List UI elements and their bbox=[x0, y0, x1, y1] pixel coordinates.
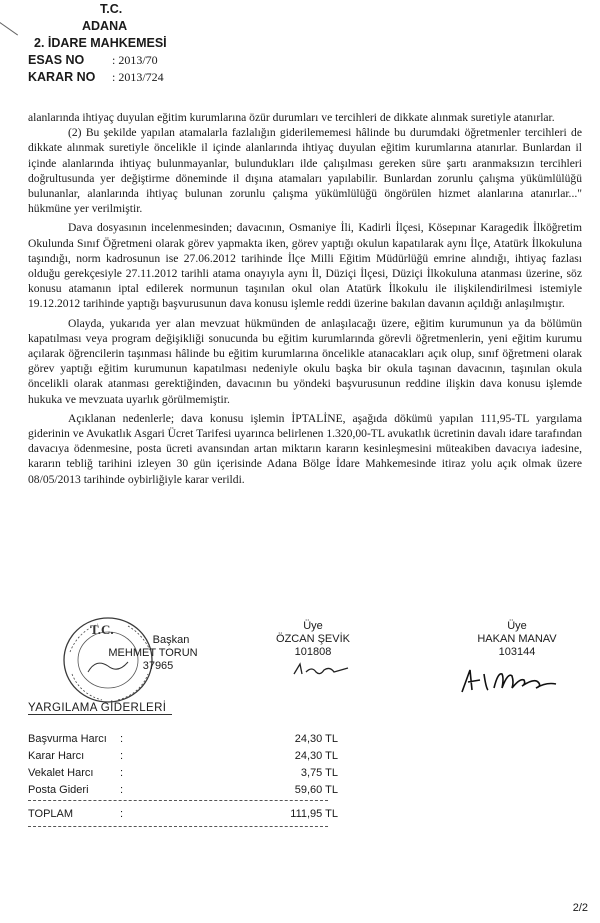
uye2-name: HAKAN MANAV bbox=[477, 633, 557, 645]
fee-colon: : bbox=[120, 767, 124, 779]
signature-uye-1 bbox=[248, 620, 378, 659]
karar-label: KARAR NO bbox=[28, 70, 96, 84]
fee-label: Karar Harcı bbox=[28, 750, 85, 762]
uye1-name: ÖZCAN ŞEVİK bbox=[276, 633, 350, 645]
esas-label: ESAS NO bbox=[28, 53, 85, 67]
total-colon: : bbox=[120, 808, 124, 820]
paragraph-2: (2) Bu şekilde yapılan atamalarla fazlalığın giderilememesi hâlinde bu durumdaki öğretmenler tercihleri de dikkate alınmak suretiyle öncelikle il içinde alanlarında ihtiyaç duyulan eğitim kurumlarına atanırlar. Bunlardan il içinde alanlarında ihtiyaç bulunmayanlar, bulundukları ilde çalışılması gereken süre şartı aranmaksızın tercihleri doğrultusunda yer değiştirme döneminde il dışına atamaları yapılabilir. Bunlardan zorunlu çalışma yükümlülüğü bulunanlar, alanlarında ihtiyaç bulunan zorunlu çalışma yükümlülüğü öngörülen hizmet alanlarına atanırlar..." hükmüne yer verilmiştir. bbox=[28, 126, 582, 216]
uye1-handwritten-signature bbox=[290, 662, 360, 678]
fee-row bbox=[28, 750, 358, 765]
fee-colon: : bbox=[120, 750, 124, 762]
fee-label: Başvurma Harcı bbox=[28, 733, 107, 745]
karar-value: : 2013/724 bbox=[112, 70, 164, 84]
fee-colon: : bbox=[120, 784, 124, 796]
paragraph-3: Dava dosyasının incelenmesinden; davacının, Osmaniye İli, Kadirli İlçesi, Kösepınar Karagedik İlköğretim Okulunda Sınıf Öğretmeni olarak görev yapmakta iken, görev yaptığı okulun kapatılarak aynı İlçe, Atatürk İlkokuluna taşındığı, norm kadrosunun ise 27.06.2012 tarihinde İlçe Milli Eğitim Müdürlüğü emrine alındığı, ihtiyaç fazlası olduğu gerekçesiyle 27.11.2012 tarihli atama onayıyla aynı İl, Düziçi İlçesi, Düziçi İlkokuluna atanması üzerine, söz konusu atamanın iptal edilerek normunun taşınılan okul olan Atatürk İlkokulu ile ilişkilendirilmesi istemiyle 19.12.2012 tarihinde yaptığı başvurusunun dava konusu işlemle reddi üzerine bakılan davanın açıldığı anlaşılmıştır. bbox=[28, 221, 582, 311]
esas-value: : 2013/70 bbox=[112, 53, 158, 67]
paragraph-1: alanlarında ihtiyaç duyulan eğitim kurumlarına özür durumları ve tercihleri de dikkate alınmak suretiyle atanırlar. bbox=[28, 111, 555, 124]
fees-divider bbox=[28, 800, 328, 801]
total-label: TOPLAM bbox=[28, 808, 74, 820]
header-tc: T.C. bbox=[100, 2, 123, 16]
uye1-number: 101808 bbox=[294, 646, 332, 658]
total-amount: 111,95 TL bbox=[290, 808, 338, 820]
fee-row bbox=[28, 784, 358, 799]
decision-body bbox=[28, 110, 582, 487]
svg-text:T.C.: T.C. bbox=[90, 622, 114, 637]
paragraph-4: Olayda, yukarıda yer alan mevzuat hükmünden de anlaşılacağı üzere, eğitim kurumunun ya da bölümün kapatılması veya program değişikliği sonucunda bu eğitim kurumlarında görevli öğretmenlerin, yeni eğitim kurumu açılarak öğrencilerin taşınması hâlinde bu eğitim kurumlarına öncelikle atanacakları açık olup, sınıf öğretmeni olarak görev yaptığı eğitim kurumunun kapatılması nedeniyle okulu başka bir okula taşınan davacının, taşınılan okula öncelikli olarak atanması gerektiğinden, davacının bu yöndeki başvurusunun reddine ilişkin dava konusu işlemde hukuka ve mevzuata uyarlık görülmemiştir. bbox=[28, 316, 582, 406]
signature-uye-2 bbox=[452, 620, 582, 659]
fee-label: Vekalet Harcı bbox=[28, 767, 94, 779]
fee-amount: 59,60 TL bbox=[294, 784, 338, 796]
header-court: 2. İDARE MAHKEMESİ bbox=[34, 36, 167, 50]
baskan-title: Başkan bbox=[152, 634, 190, 646]
baskan-name: MEHMET TORUN bbox=[108, 647, 198, 659]
header-city: ADANA bbox=[82, 19, 128, 33]
fee-label: Posta Gideri bbox=[28, 784, 89, 796]
total-underline bbox=[28, 826, 328, 827]
page-number: 2/2 bbox=[572, 902, 588, 914]
uye1-title: Üye bbox=[303, 620, 323, 632]
fee-amount: 24,30 TL bbox=[294, 750, 338, 762]
fee-amount: 3,75 TL bbox=[300, 767, 338, 779]
fees-table bbox=[28, 733, 358, 799]
uye2-number: 103144 bbox=[498, 646, 536, 658]
fee-amount: 24,30 TL bbox=[294, 733, 338, 745]
fee-row bbox=[28, 733, 358, 748]
signature-baskan bbox=[88, 634, 218, 673]
fee-row bbox=[28, 767, 358, 782]
fees-title: YARGILAMA GİDERLERİ bbox=[28, 702, 172, 715]
uye2-title: Üye bbox=[507, 620, 527, 632]
uye2-handwritten-signature bbox=[458, 664, 578, 698]
paragraph-5: Açıklanan nedenlerle; dava konusu işlemin İPTALİNE, aşağıda dökümü yapılan 111,95-TL yargılama giderinin ve Avukatlık Asgari Ücret Tarifesi uyarınca belirlenen 1.320,00-TL avukatlık ücretinin davalı idare tarafından davacıya ödenmesine, posta ücreti avansından artan miktarın kararın kesinleşmesini müteakiben davacıya iadesine, kararın tebliğ tarihini izleyen 30 gün içerisinde Adana Bölge İdare Mahkemesinde itiraz yolu açık olmak üzere 08/05/2013 tarihinde oybirliğiyle karar verildi. bbox=[28, 411, 582, 486]
total-row bbox=[28, 808, 358, 823]
baskan-number: 37965 bbox=[142, 660, 174, 672]
fees-total bbox=[28, 808, 358, 823]
scan-corner-mark bbox=[0, 22, 18, 47]
fee-colon: : bbox=[120, 733, 124, 745]
